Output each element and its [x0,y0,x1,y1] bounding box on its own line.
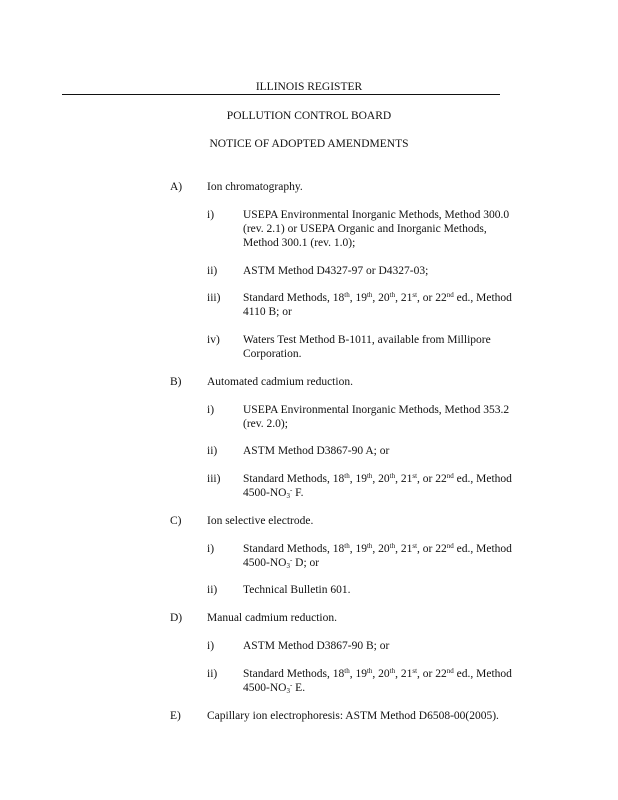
item-c-ii-label: ii) [207,584,218,596]
section-d-title: Manual cadmium reduction. [207,612,337,624]
item-c-i-label: i) [207,543,215,555]
section-b-label: B) [170,376,182,388]
item-a-i-line3: Method 300.1 (rev. 1.0); [243,237,356,249]
item-c-i-line1: Standard Methods, 18th, 19th, 20th, 21st, or 22nd ed., Method [243,542,512,555]
item-a-ii-line1: ASTM Method D4327-97 or D4327-03; [243,265,429,277]
item-b-i-line2: (rev. 2.0); [243,418,288,430]
item-d-i-line1: ASTM Method D3867-90 B; or [243,640,390,652]
item-a-ii-label: ii) [207,265,218,277]
item-a-iv-label: iv) [207,334,220,346]
section-b-title: Automated cadmium reduction. [207,376,353,388]
item-c-i-line2: $4500-NO_3^-$ D; or [243,556,320,570]
item-a-iii-line1: Standard Methods, 18th, 19th, 20th, 21st, or 22nd ed., Method [243,291,512,304]
section-e-title: Capillary ion electrophoresis: ASTM Method D6508-00(2005). [207,710,499,722]
item-a-i-line2: (rev. 2.1) or USEPA Organic and Inorganic Methods, [243,223,487,235]
item-d-i-label: i) [207,640,215,652]
item-b-ii-label: ii) [207,445,218,457]
item-c-ii-line1: Technical Bulletin 601. [243,584,351,596]
section-a-title: Ion chromatography. [207,181,303,193]
item-a-iii-line2: 4110 B; or [243,306,292,318]
item-a-iv-line1: Waters Test Method B-1011, available from Millipore [243,334,491,346]
item-b-iii-line2: $4500-NO_3^-$ F. [243,486,304,500]
section-a-label: A) [170,181,183,193]
section-c-title: Ion selective electrode. [207,515,314,527]
item-d-ii-label: ii) [207,668,218,680]
item-d-ii-line2: $4500-NO_3^-$ E. [243,681,306,695]
item-b-iii-line1: Standard Methods, 18th, 19th, 20th, 21st, or 22nd ed., Method [243,472,512,485]
item-a-iv-line2: Corporation. [243,348,302,360]
section-c-label: C) [170,515,182,527]
item-d-ii-line1: Standard Methods, 18th, 19th, 20th, 21st, or 22nd ed., Method [243,667,512,680]
item-b-ii-line1: ASTM Method D3867-90 A; or [243,445,390,457]
notice-title: NOTICE OF ADOPTED AMENDMENTS [209,138,409,150]
section-d-label: D) [170,612,183,624]
item-b-i-line1: USEPA Environmental Inorganic Methods, Method 353.2 [243,404,510,416]
register-header: ILLINOIS REGISTER [255,81,363,93]
item-b-iii-label: iii) [207,473,221,485]
section-e-label: E) [170,710,181,722]
item-a-i-line1: USEPA Environmental Inorganic Methods, Method 300.0 [243,209,510,221]
item-b-i-label: i) [207,404,215,416]
board-title: POLLUTION CONTROL BOARD [226,110,392,122]
header-rule [62,94,500,95]
item-a-i-label: i) [207,209,215,221]
item-a-iii-label: iii) [207,292,221,304]
